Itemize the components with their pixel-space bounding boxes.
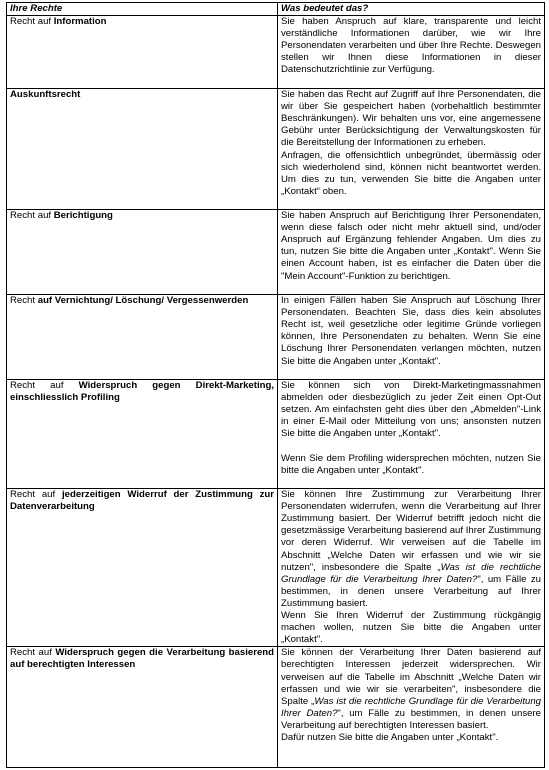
legal-basis-column-reference: Was ist die rechtliche Grundlage für die Verarbeitung Ihrer Daten? xyxy=(281,561,541,585)
right-description-cell xyxy=(278,16,545,89)
description-paragraph: Sie haben das Recht auf Zugriff auf Ihre Personendaten, die wir über Sie gespeichert haben (vorbehaltlich bestimmter Beschränkungen). Wir behalten uns vor, eine angemessene Gebühr unter Berücksichtigung der Verwaltungskosten für die Bereitstellung der Informationen zu erheben. xyxy=(281,89,541,149)
right-description-cell xyxy=(278,380,545,489)
right-name-cell xyxy=(7,16,278,89)
right-name-cell xyxy=(7,489,278,647)
right-name-prefix: Recht auf xyxy=(10,210,54,222)
right-name-cell xyxy=(7,295,278,380)
description-paragraph: In einigen Fällen haben Sie Anspruch auf Löschung Ihrer Personendaten. Beachten Sie, dass dies kein absolutes Recht ist, weil gesetzliche oder legitime Gründe vorliegen können, Ihre Personendaten zu behalten. Wenn Sie eine Löschung Ihrer Personendaten verlangen möchten, nutzen Sie bitte die Angaben unter „Kontakt". xyxy=(281,295,541,367)
description-paragraph: Anfragen, die offensichtlich unbegründet, übermässig oder sich wiederholend sind, können nicht beantwortet werden. Um dies zu tun, verwenden Sie bitte die Angaben unter „Kontakt“ oben. xyxy=(281,149,541,197)
right-name-cell xyxy=(7,210,278,295)
table-row xyxy=(7,647,545,768)
right-name-bold: Widerspruch gegen Direkt-Marketing, einschliesslich Profiling xyxy=(10,380,275,404)
right-name-prefix: Recht auf xyxy=(10,380,79,392)
table-header-row xyxy=(7,3,545,16)
description-paragraph xyxy=(281,489,541,610)
description-paragraph: Wenn Sie dem Profiling widersprechen möchten, nutzen Sie bitte die Angaben unter „Kontakt". xyxy=(281,452,541,476)
table-row xyxy=(7,380,545,489)
rights-table xyxy=(6,2,545,768)
description-paragraph: Wenn Sie Ihren Widerruf der Zustimmung rückgängig machen wollen, nutzen Sie bitte die Angaben unter „Kontakt". xyxy=(281,610,541,646)
description-paragraph: Sie haben Anspruch auf klare, transparente und leicht verständliche Informationen darüber, wie wir Ihre Personendaten verarbeiten und über Ihre Rechte. Deswegen stellen wir Ihnen diese Informationen in dieser Datenschutzrichtlinie zur Verfügung. xyxy=(281,16,541,76)
legal-basis-column-reference: Was ist die rechtliche Grundlage für die Verarbeitung Ihrer Daten? xyxy=(281,695,541,719)
table-row xyxy=(7,489,545,647)
description-text: Sie können der Verarbeitung Ihrer Daten basierend auf berechtigten Interessen jederzeit widersprechen. Wir verweisen auf die Tabelle im Abschnitt „Welche Daten wir erfassen und wie wir sie verarbeiten", insbesondere die Spalte „ xyxy=(281,647,541,707)
right-name-bold: auf Vernichtung/ Löschung/ Vergessenwerden xyxy=(37,295,249,307)
right-name-cell xyxy=(7,89,278,210)
right-name-bold: Berichtigung xyxy=(53,210,113,222)
description-paragraph: Sie haben Anspruch auf Berichtigung Ihrer Personendaten, wenn diese falsch oder nicht mehr aktuell sind, und/oder Anspruch auf Ergänzung fehlender Angaben. Um dies zu tun, nutzen Sie bitte die Angaben unter „Kontakt". Wenn Sie einen Account haben, ist es einfacher die Daten über die "Mein Account"-Funktion zu berichtigen. xyxy=(281,210,541,282)
description-text: ", um Fälle zu bestimmen, in denen unsere Verarbeitung auf Ihrer Zustimmung basiert. xyxy=(281,573,541,609)
right-description-cell xyxy=(278,295,545,380)
description-paragraph xyxy=(281,441,541,453)
right-name-bold: Auskunftsrecht xyxy=(10,89,81,101)
header-your-rights: Ihre Rechte xyxy=(7,3,278,16)
table-row xyxy=(7,89,545,210)
description-paragraph xyxy=(281,647,541,732)
right-name-prefix: Recht auf xyxy=(10,489,62,501)
table-row xyxy=(7,295,545,380)
table-row xyxy=(7,210,545,295)
table-row xyxy=(7,16,545,89)
right-name-prefix: Recht auf xyxy=(10,647,56,659)
description-paragraph: Sie können sich von Direkt-Marketingmassnahmen abmelden oder diesbezüglich zu jeder Zeit einen Opt-Out setzen. Am einfachsten geht dies über den „Abmelden"-Link in einer E-Mail oder Mitteilung von uns; ansonsten nutzen Sie bitte die Angaben unter „Kontakt". xyxy=(281,380,541,440)
right-name-cell xyxy=(7,380,278,489)
description-text: ", um Fälle zu bestimmen, in denen unsere Verarbeitung auf berechtigten Interessen basiert. xyxy=(281,707,541,731)
right-name-cell xyxy=(7,647,278,768)
right-description-cell xyxy=(278,210,545,295)
description-text: Sie können Ihre Zustimmung zur Verarbeitung Ihrer Personendaten widerrufen, wenn die Verarbeitung auf Ihrer Zustimmung basiert. Der Widerruf betrifft jedoch nicht die gesetzmässige Verarbeitung basierend auf Ihrer Zustimmung vor deren Widerruf. Wir verweisen auf die Tabelle im Abschnitt „Welche Daten wir erfassen und wie wir sie nutzen", insbesondere die Spalte „ xyxy=(281,489,541,573)
right-name-prefix: Recht xyxy=(10,295,38,307)
header-meaning: Was bedeutet das? xyxy=(278,3,545,16)
right-name-bold: Widerspruch gegen die Verarbeitung basierend auf berechtigten Interessen xyxy=(10,647,274,671)
right-name-bold: Information xyxy=(53,16,107,28)
right-description-cell xyxy=(278,89,545,210)
right-description-cell xyxy=(278,489,545,647)
right-name-bold: jederzeitigen Widerruf der Zustimmung zur Datenverarbeitung xyxy=(10,489,275,513)
description-paragraph: Dafür nutzen Sie bitte die Angaben unter „Kontakt". xyxy=(281,731,499,743)
right-name-prefix: Recht auf xyxy=(10,16,54,28)
right-description-cell xyxy=(278,647,545,768)
